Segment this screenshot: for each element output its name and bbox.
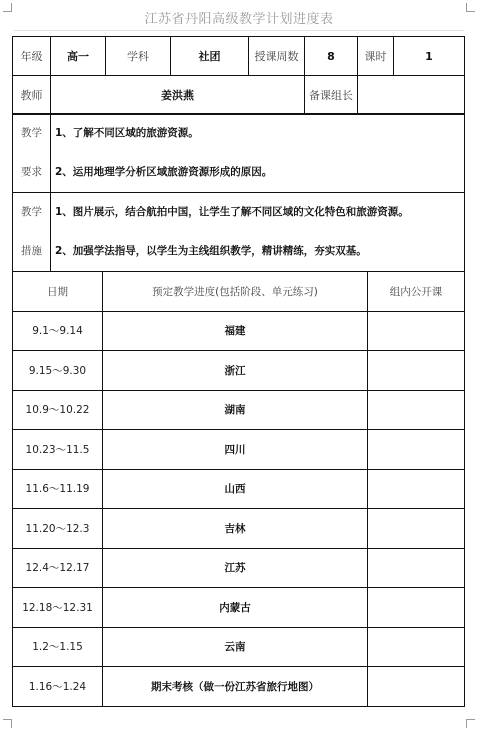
schedule-table <box>12 271 465 707</box>
schedule-date: 1.2～1.15 <box>13 627 103 667</box>
schedule-content: 江苏 <box>103 548 368 588</box>
schedule-row <box>13 311 465 351</box>
grade-value: 高一 <box>51 37 106 76</box>
schedule-date: 11.20～12.3 <box>13 509 103 549</box>
schedule-header-row <box>13 272 465 312</box>
schedule-open-class <box>368 588 465 628</box>
schedule-date: 11.6～11.19 <box>13 469 103 509</box>
schedule-date: 10.23～11.5 <box>13 430 103 470</box>
schedule-open-class <box>368 430 465 470</box>
progress-column-header: 预定教学进度(包括阶段、单元练习) <box>103 272 368 312</box>
group-leader-label: 备课组长 <box>305 76 358 115</box>
requirement-item: 1、了解不同区域的旅游资源。 <box>55 127 199 139</box>
schedule-content: 云南 <box>103 627 368 667</box>
schedule-open-class <box>368 351 465 391</box>
schedule-date: 9.15～9.30 <box>13 351 103 391</box>
group-leader-value <box>358 76 465 115</box>
measures-content <box>51 193 465 272</box>
grade-label: 年级 <box>13 37 51 76</box>
schedule-date: 10.9～10.22 <box>13 390 103 430</box>
schedule-row <box>13 469 465 509</box>
schedule-content: 吉林 <box>103 509 368 549</box>
open-class-column-header: 组内公开课 <box>368 272 465 312</box>
schedule-row <box>13 588 465 628</box>
schedule-row <box>13 390 465 430</box>
schedule-row <box>13 627 465 667</box>
schedule-date: 9.1～9.14 <box>13 311 103 351</box>
teacher-value: 姜洪燕 <box>51 76 305 115</box>
hours-label: 课时 <box>358 37 394 76</box>
schedule-date: 12.18～12.31 <box>13 588 103 628</box>
header-rule <box>14 30 464 31</box>
schedule-date: 1.16～1.24 <box>13 667 103 707</box>
date-column-header: 日期 <box>13 272 103 312</box>
schedule-content: 内蒙古 <box>103 588 368 628</box>
hours-value: 1 <box>394 37 465 76</box>
schedule-content: 山西 <box>103 469 368 509</box>
schedule-row <box>13 509 465 549</box>
document-title: 江苏省丹阳高级教学计划进度表 <box>144 12 334 27</box>
page-corner-mark <box>3 719 12 728</box>
schedule-open-class <box>368 509 465 549</box>
teacher-label: 教师 <box>13 76 51 115</box>
schedule-open-class <box>368 469 465 509</box>
schedule-content: 福建 <box>103 311 368 351</box>
schedule-content: 湖南 <box>103 390 368 430</box>
schedule-row <box>13 430 465 470</box>
subject-value: 社团 <box>171 37 249 76</box>
schedule-date: 12.4～12.17 <box>13 548 103 588</box>
schedule-content: 四川 <box>103 430 368 470</box>
schedule-open-class <box>368 627 465 667</box>
requirements-content <box>51 114 465 193</box>
schedule-open-class <box>368 390 465 430</box>
weeks-label: 授课周数 <box>249 37 305 76</box>
schedule-open-class <box>368 311 465 351</box>
schedule-open-class <box>368 667 465 707</box>
weeks-value: 8 <box>305 37 358 76</box>
schedule-row <box>13 548 465 588</box>
measure-item: 2、加强学法指导，以学生为主线组织教学，精讲精练，夯实双基。 <box>55 245 367 257</box>
schedule-content: 期末考核（做一份江苏省旅行地图） <box>103 667 368 707</box>
info-table <box>12 36 465 115</box>
requirements-measures-table <box>12 113 465 272</box>
schedule-row <box>13 351 465 391</box>
schedule-open-class <box>368 548 465 588</box>
measures-label: 教学 措施 <box>13 193 51 272</box>
requirements-label: 教学 要求 <box>13 114 51 193</box>
schedule-content: 浙江 <box>103 351 368 391</box>
requirement-item: 2、运用地理学分析区域旅游资源形成的原因。 <box>55 166 273 178</box>
page-corner-mark <box>466 719 475 728</box>
measure-item: 1、图片展示，结合航拍中国，让学生了解不同区域的文化特色和旅游资源。 <box>55 206 409 218</box>
schedule-row <box>13 667 465 707</box>
subject-label: 学科 <box>106 37 171 76</box>
